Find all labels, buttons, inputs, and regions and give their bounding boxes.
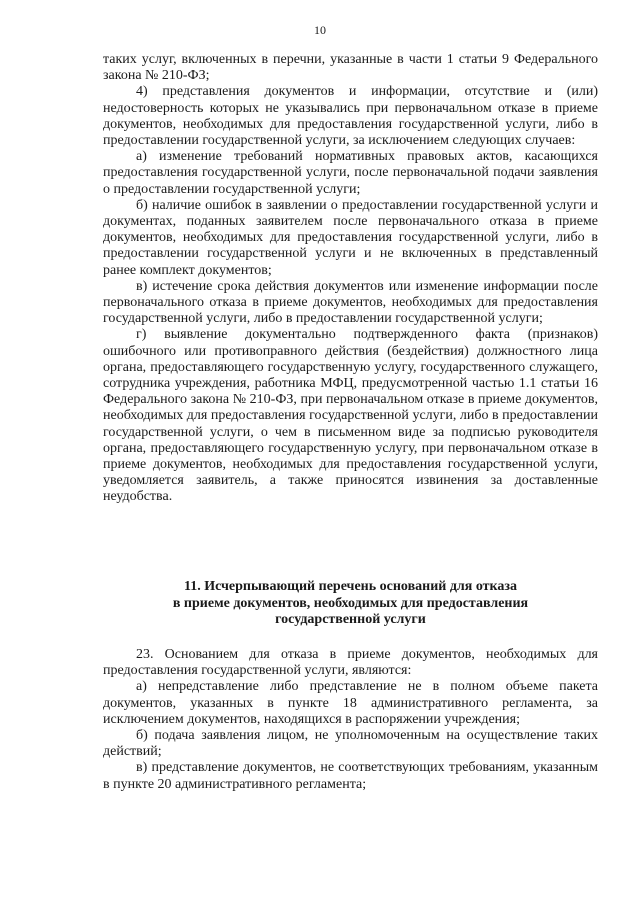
paragraph-23-subitem-a: а) непредставление либо представление не в полном объеме пакета документов, указанных в пункте 18 административного регламента, за исключением документов, находящихся в распоряжении учреждения; bbox=[103, 679, 598, 727]
body-text-bottom bbox=[103, 647, 598, 793]
body-text-top bbox=[103, 52, 598, 506]
paragraph-subitem-b: б) наличие ошибок в заявлении о предоставлении государственной услуги и документах, поданных заявителем после первоначального отказа в приеме документов, необходимых для предоставления государственной услуги, либо в предоставлении государственной услуги и не включенных в представленный ранее комплект документов; bbox=[103, 197, 598, 278]
page-number: 10 bbox=[314, 23, 326, 37]
paragraph-23-subitem-b: б) подача заявления лицом, не уполномоченным на осуществление таких действий; bbox=[103, 728, 598, 760]
paragraph-continuation: таких услуг, включенных в перечни, указанные в части 1 статьи 9 Федерального закона № 210-ФЗ; bbox=[103, 52, 598, 84]
section-heading-line-3: государственной услуги bbox=[275, 612, 426, 627]
paragraph-subitem-v: в) истечение срока действия документов или изменение информации после первоначального отказа в приеме документов, необходимых для предоставления государственной услуги, либо в предоставлении государственной услуги; bbox=[103, 278, 598, 327]
section-heading-line-1: 11. Исчерпывающий перечень оснований для отказа bbox=[183, 579, 518, 594]
paragraph-item-23: 23. Основанием для отказа в приеме документов, необходимых для предоставления государственной услуги, являются: bbox=[103, 647, 598, 679]
paragraph-item-4: 4) представления документов и информации, отсутствие и (или) недостоверность которых не указывались при первоначальном отказе в приеме документов, необходимых для предоставления государственной услуги, либо в предоставлении государственной услуги, за исключением следующих случаев: bbox=[103, 84, 598, 149]
paragraph-subitem-a: а) изменение требований нормативных правовых актов, касающихся предоставления государственной услуги, после первоначальной подачи заявления о предоставлении государственной услуги; bbox=[103, 149, 598, 197]
section-heading-line-2: в приеме документов, необходимых для предоставления bbox=[172, 595, 529, 611]
paragraph-subitem-g: г) выявление документально подтвержденного факта (признаков) ошибочного или противоправного действия (бездействия) должностного лица органа, предоставляющего государственную услугу, государственного служащего, сотрудника учреждения, работника МФЦ, предусмотренной частью 1.1 статьи 16 Федерального закона № 210-ФЗ, при первоначальном отказе в приеме документов, необходимых для предоставления государственной услуги, либо в предоставлении государственной услуги, о чем в письменном виде за подписью руководителя органа, предоставляющего государственную услугу, при первоначальном отказе в приеме документов, необходимых для предоставления государственной услуги, уведомляется заявитель, а также приносятся извинения за доставленные неудобства. bbox=[103, 327, 598, 505]
paragraph-23-subitem-v: в) представление документов, не соответствующих требованиям, указанным в пункте 20 административного регламента; bbox=[103, 760, 598, 792]
section-heading bbox=[103, 579, 598, 629]
